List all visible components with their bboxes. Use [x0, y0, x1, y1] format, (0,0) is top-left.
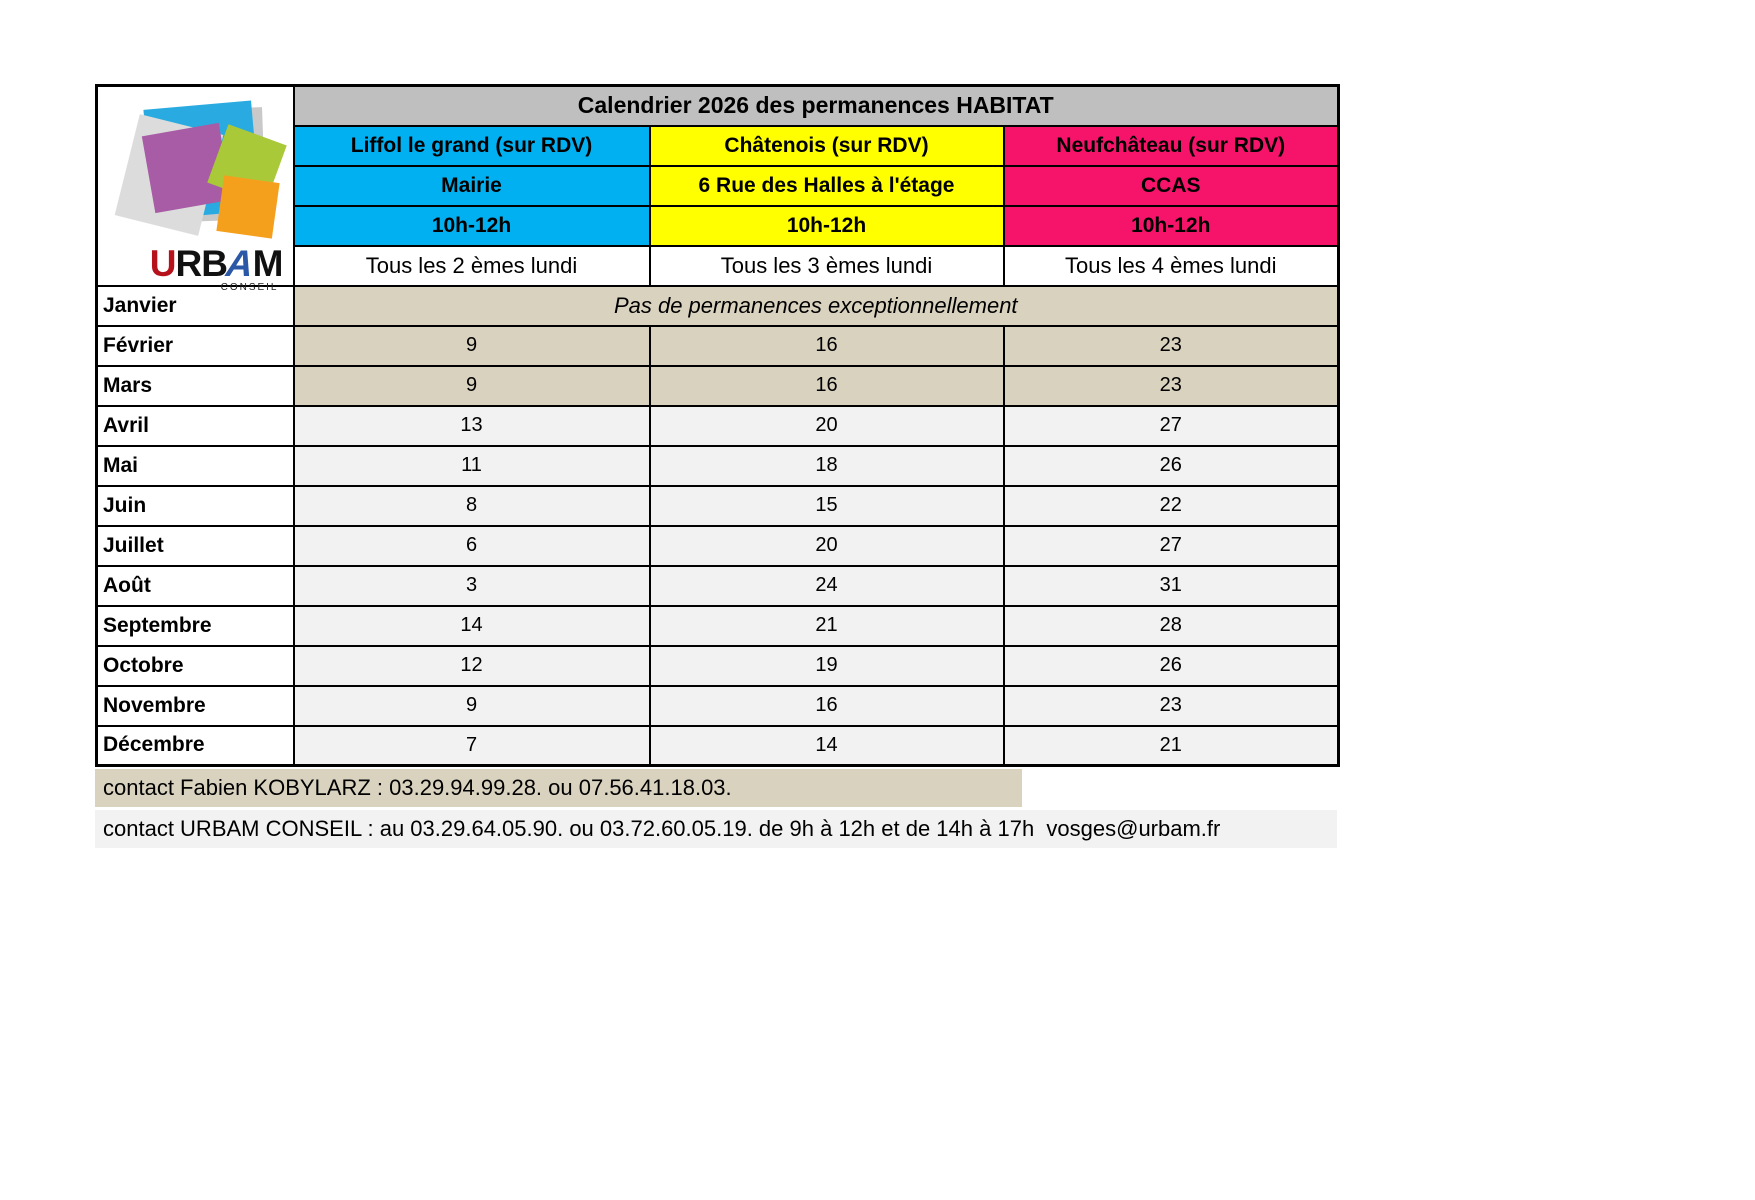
- month-row: [97, 726, 1339, 766]
- date-neufchateau: 22: [1004, 486, 1339, 526]
- hours-liffol: 10h-12h: [294, 206, 650, 246]
- schedule-neufchateau: Tous les 4 èmes lundi: [1004, 246, 1339, 286]
- date-neufchateau: 28: [1004, 606, 1339, 646]
- month-row: [97, 526, 1339, 566]
- date-chatenois: 16: [650, 366, 1004, 406]
- permanence-calendar-table: [95, 84, 1340, 767]
- urbam-logo-art-icon: [124, 99, 284, 247]
- month-label: Décembre: [97, 726, 294, 766]
- contact-line-urbam: contact URBAM CONSEIL : au 03.29.64.05.90. ou 03.72.60.05.19. de 9h à 12h et de 14h à 17h vosges@urbam.fr: [95, 810, 1337, 848]
- month-row: [97, 366, 1339, 406]
- hours-chatenois: 10h-12h: [650, 206, 1004, 246]
- month-label: Juin: [97, 486, 294, 526]
- date-neufchateau: 27: [1004, 406, 1339, 446]
- date-liffol: 12: [294, 646, 650, 686]
- date-liffol: 14: [294, 606, 650, 646]
- month-label: Avril: [97, 406, 294, 446]
- date-liffol: 13: [294, 406, 650, 446]
- month-row: [97, 686, 1339, 726]
- month-label: Septembre: [97, 606, 294, 646]
- date-neufchateau: 23: [1004, 326, 1339, 366]
- schedule-liffol: Tous les 2 èmes lundi: [294, 246, 650, 286]
- date-chatenois: 16: [650, 326, 1004, 366]
- calendar-title: Calendrier 2026 des permanences HABITAT: [294, 86, 1339, 126]
- logo-square-orange: [216, 175, 279, 238]
- no-permanence-note: Pas de permanences exceptionnellement: [294, 286, 1339, 326]
- date-neufchateau: 21: [1004, 726, 1339, 766]
- date-neufchateau: 23: [1004, 686, 1339, 726]
- month-label: Août: [97, 566, 294, 606]
- logo-subtitle: CONSEIL: [220, 282, 279, 293]
- date-chatenois: 18: [650, 446, 1004, 486]
- schedule-chatenois: Tous les 3 èmes lundi: [650, 246, 1004, 286]
- location-chatenois: Châtenois (sur RDV): [650, 126, 1004, 166]
- date-liffol: 7: [294, 726, 650, 766]
- date-neufchateau: 27: [1004, 526, 1339, 566]
- address-chatenois: 6 Rue des Halles à l'étage: [650, 166, 1004, 206]
- hours-neufchateau: 10h-12h: [1004, 206, 1339, 246]
- month-label: Juillet: [97, 526, 294, 566]
- date-chatenois: 16: [650, 686, 1004, 726]
- date-chatenois: 20: [650, 526, 1004, 566]
- location-neufchateau: Neufchâteau (sur RDV): [1004, 126, 1339, 166]
- address-liffol: Mairie: [294, 166, 650, 206]
- month-row: [97, 566, 1339, 606]
- date-neufchateau: 26: [1004, 646, 1339, 686]
- month-row: [97, 406, 1339, 446]
- date-liffol: 8: [294, 486, 650, 526]
- header-body: [97, 86, 1339, 293]
- address-neufchateau: CCAS: [1004, 166, 1339, 206]
- date-liffol: 9: [294, 686, 650, 726]
- month-row: [97, 646, 1339, 686]
- date-liffol: 3: [294, 566, 650, 606]
- month-row: [97, 486, 1339, 526]
- month-label: Janvier: [97, 286, 294, 326]
- month-label: Octobre: [97, 646, 294, 686]
- date-liffol: 9: [294, 326, 650, 366]
- month-label: Mars: [97, 366, 294, 406]
- date-chatenois: 15: [650, 486, 1004, 526]
- logo-letters-rb: RB: [175, 243, 227, 284]
- urbam-logo: [97, 86, 294, 293]
- date-liffol: 11: [294, 446, 650, 486]
- month-label: Mai: [97, 446, 294, 486]
- month-label: Février: [97, 326, 294, 366]
- date-liffol: 6: [294, 526, 650, 566]
- months-body: [97, 286, 1339, 766]
- month-row: [97, 326, 1339, 366]
- logo-letter-u: U: [149, 243, 176, 284]
- date-liffol: 9: [294, 366, 650, 406]
- date-chatenois: 19: [650, 646, 1004, 686]
- month-row-special: [97, 286, 1339, 326]
- date-chatenois: 20: [650, 406, 1004, 446]
- contact-line-fabien: contact Fabien KOBYLARZ : 03.29.94.99.28. ou 07.56.41.18.03.: [95, 769, 1022, 807]
- logo-letter-a: A: [221, 243, 259, 284]
- date-chatenois: 14: [650, 726, 1004, 766]
- location-liffol: Liffol le grand (sur RDV): [294, 126, 650, 166]
- urbam-wordmark: [98, 245, 283, 293]
- date-chatenois: 21: [650, 606, 1004, 646]
- date-neufchateau: 31: [1004, 566, 1339, 606]
- date-neufchateau: 23: [1004, 366, 1339, 406]
- month-row: [97, 446, 1339, 486]
- month-row: [97, 606, 1339, 646]
- logo-letter-m: M: [252, 243, 283, 284]
- month-label: Novembre: [97, 686, 294, 726]
- date-chatenois: 24: [650, 566, 1004, 606]
- date-neufchateau: 26: [1004, 446, 1339, 486]
